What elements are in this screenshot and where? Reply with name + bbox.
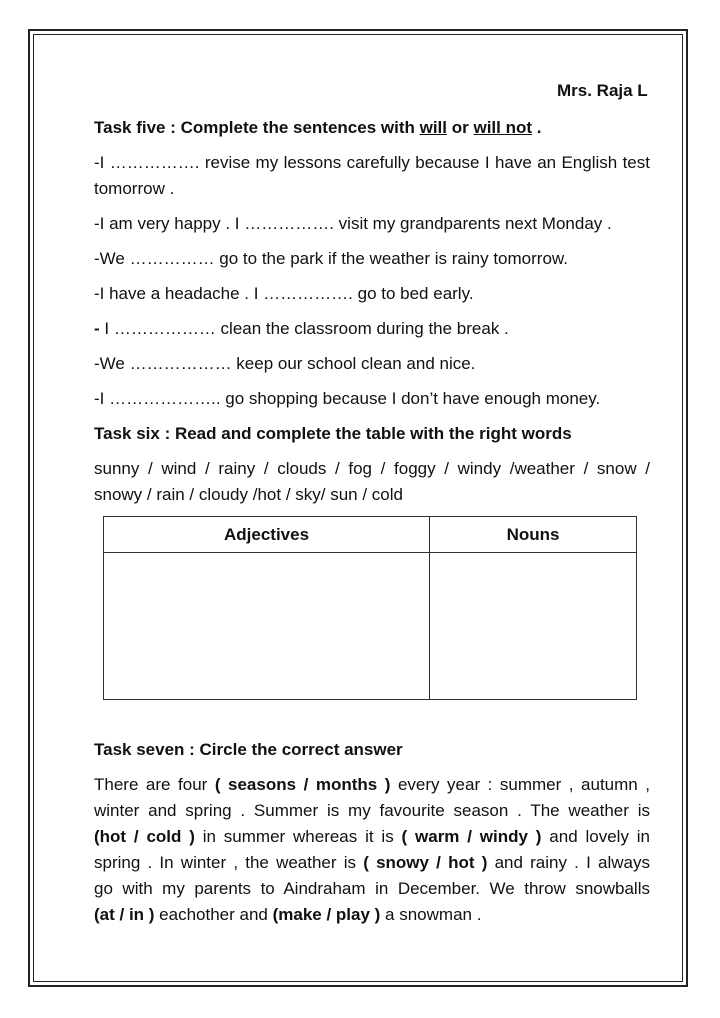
task5-sentence-5: - I ……………… clean the classroom during the break . — [94, 319, 509, 338]
task6-word-list-1: sunny / wind / rainy / clouds / fog / foggy / windy /weather / snow / — [94, 459, 650, 478]
task7-title: Task seven : Circle the correct answer — [94, 740, 403, 759]
adjectives-answer-cell[interactable] — [104, 553, 430, 700]
nouns-answer-cell[interactable] — [430, 553, 637, 700]
column-header-adjectives: Adjectives — [104, 517, 430, 553]
task5-title: Task five : Complete the sentences with will or will not . — [94, 118, 542, 137]
task7-line-5: go with my parents to Aindraham in December. We throw snowballs — [94, 879, 650, 898]
task5-sentence-4: -I have a headache . I ……………. go to bed early. — [94, 284, 474, 303]
task5-sentence-3: -We …………… go to the park if the weather is rainy tomorrow. — [94, 249, 568, 268]
task5-sentence-1: -I ……………. revise my lessons carefully because I have an English test — [94, 153, 650, 172]
task6-title: Task six : Read and complete the table with the right words — [94, 424, 572, 443]
task7-line-1: There are four ( seasons / months ) every year : summer , autumn , — [94, 775, 650, 794]
task5-sentence-6: -We ……………… keep our school clean and nice. — [94, 354, 476, 373]
task6-word-list-2: snowy / rain / cloudy /hot / sky/ sun / cold — [94, 485, 403, 504]
task7-line-2: winter and spring . Summer is my favourite season . The weather is — [94, 801, 650, 820]
teacher-name: Mrs. Raja L — [557, 81, 648, 100]
task7-line-3: (hot / cold ) in summer whereas it is ( warm / windy ) and lovely in — [94, 827, 651, 846]
task7-line-6: (at / in ) eachother and (make / play ) a snowman . — [94, 905, 482, 924]
task5-sentence-2: -I am very happy . I ……………. visit my grandparents next Monday . — [94, 214, 612, 233]
column-header-nouns: Nouns — [430, 517, 637, 553]
adjectives-nouns-table — [103, 516, 637, 700]
task7-line-4: spring . In winter , the weather is ( snowy / hot ) and rainy . I always — [94, 853, 650, 872]
task5-sentence-1-cont: tomorrow . — [94, 179, 175, 198]
task5-sentence-7: -I ……………….. go shopping because I don’t have enough money. — [94, 389, 601, 408]
